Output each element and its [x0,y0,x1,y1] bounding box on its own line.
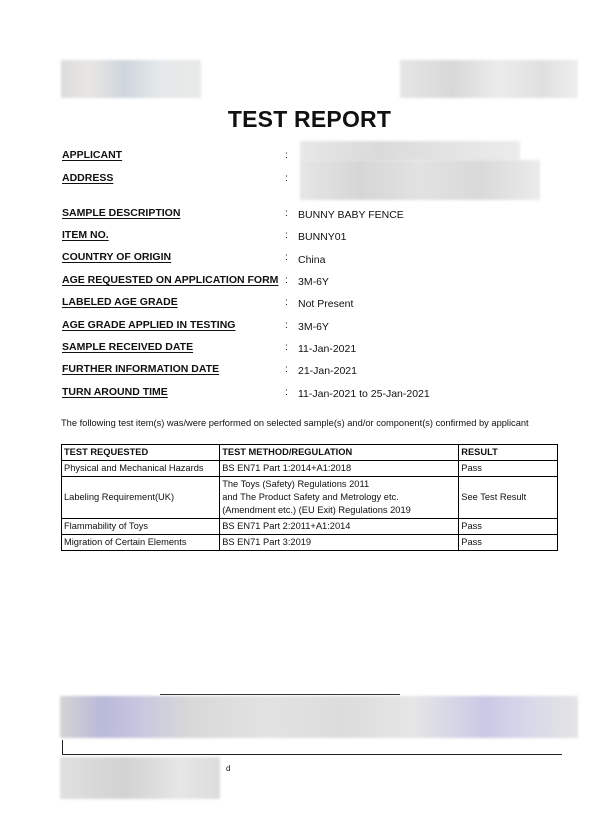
field-colon: : [285,319,288,331]
field-colon: : [285,251,288,263]
footer-box-line [62,754,562,755]
field-label-address: ADDRESS [62,172,114,184]
redacted-header-right [400,60,578,98]
method-line: The Toys (Safety) Regulations 2011 [222,479,370,489]
field-colon: : [285,363,288,375]
field-value-labeled-age-grade: Not Present [298,298,354,310]
field-value-age-grade-applied: 3M-6Y [298,321,329,333]
redacted-applicant [300,141,520,161]
test-results-table [61,444,558,551]
field-value-sample-received-date: 11-Jan-2021 [298,343,357,355]
field-label-sample-description: SAMPLE DESCRIPTION [62,207,181,219]
cell-result: Pass [459,519,558,535]
cell-method: BS EN71 Part 2:2011+A1:2014 [220,519,459,535]
redacted-logo-left [61,60,201,98]
intro-text: The following test item(s) was/were performed on selected sample(s) and/or component(s) confirmed by applicant [61,418,529,428]
method-line: and The Product Safety and Metrology etc. [222,492,399,502]
field-label-item-no: ITEM NO. [62,229,109,241]
field-value-further-information-date: 21-Jan-2021 [298,365,357,377]
field-label-age-requested: AGE REQUESTED ON APPLICATION FORM [62,274,279,286]
redacted-footer-signature [60,757,220,799]
field-colon: : [285,207,288,219]
footer-fragment: d [226,764,231,773]
field-label-labeled-age-grade: LABELED AGE GRADE [62,296,178,308]
redacted-address [300,160,540,200]
cell-method: BS EN71 Part 3:2019 [220,535,459,551]
table-row [62,477,558,519]
field-colon: : [285,386,288,398]
field-colon: : [285,341,288,353]
cell-method: BS EN71 Part 1:2014+A1:2018 [220,461,459,477]
field-colon: : [285,274,288,286]
method-line: (Amendment etc.) (EU Exit) Regulations 2019 [222,505,411,515]
cell-test: Labeling Requirement(UK) [62,477,220,519]
field-value-sample-description: BUNNY BABY FENCE [298,209,404,221]
cell-test: Migration of Certain Elements [62,535,220,551]
table-row [62,461,558,477]
field-label-turn-around-time: TURN AROUND TIME [62,386,168,398]
field-colon: : [285,229,288,241]
field-value-age-requested: 3M-6Y [298,276,329,288]
field-value-country-of-origin: China [298,254,326,266]
column-header: TEST REQUESTED [62,445,220,461]
field-colon: : [285,172,288,184]
footer-rule [160,694,400,695]
field-colon: : [285,149,288,161]
field-value-turn-around-time: 11-Jan-2021 to 25-Jan-2021 [298,388,430,400]
table-row [62,519,558,535]
page-title: TEST REPORT [227,106,392,132]
cell-result: See Test Result [459,477,558,519]
field-label-sample-received-date: SAMPLE RECEIVED DATE [62,341,194,353]
cell-method [220,477,459,519]
field-label-further-information-date: FURTHER INFORMATION DATE [62,363,220,375]
field-label-age-grade-applied: AGE GRADE APPLIED IN TESTING [62,319,236,331]
cell-result: Pass [459,535,558,551]
table-row [62,535,558,551]
redacted-footer-block [60,696,578,738]
column-header: TEST METHOD/REGULATION [220,445,459,461]
footer-box-line [62,740,63,754]
column-header: RESULT [459,445,558,461]
table-header-row [62,445,558,461]
field-label-country-of-origin: COUNTRY OF ORIGIN [62,251,172,263]
field-label-applicant: APPLICANT [62,149,123,161]
field-colon: : [285,296,288,308]
field-value-item-no: BUNNY01 [298,231,347,243]
cell-test: Physical and Mechanical Hazards [62,461,220,477]
cell-result: Pass [459,461,558,477]
cell-test: Flammability of Toys [62,519,220,535]
